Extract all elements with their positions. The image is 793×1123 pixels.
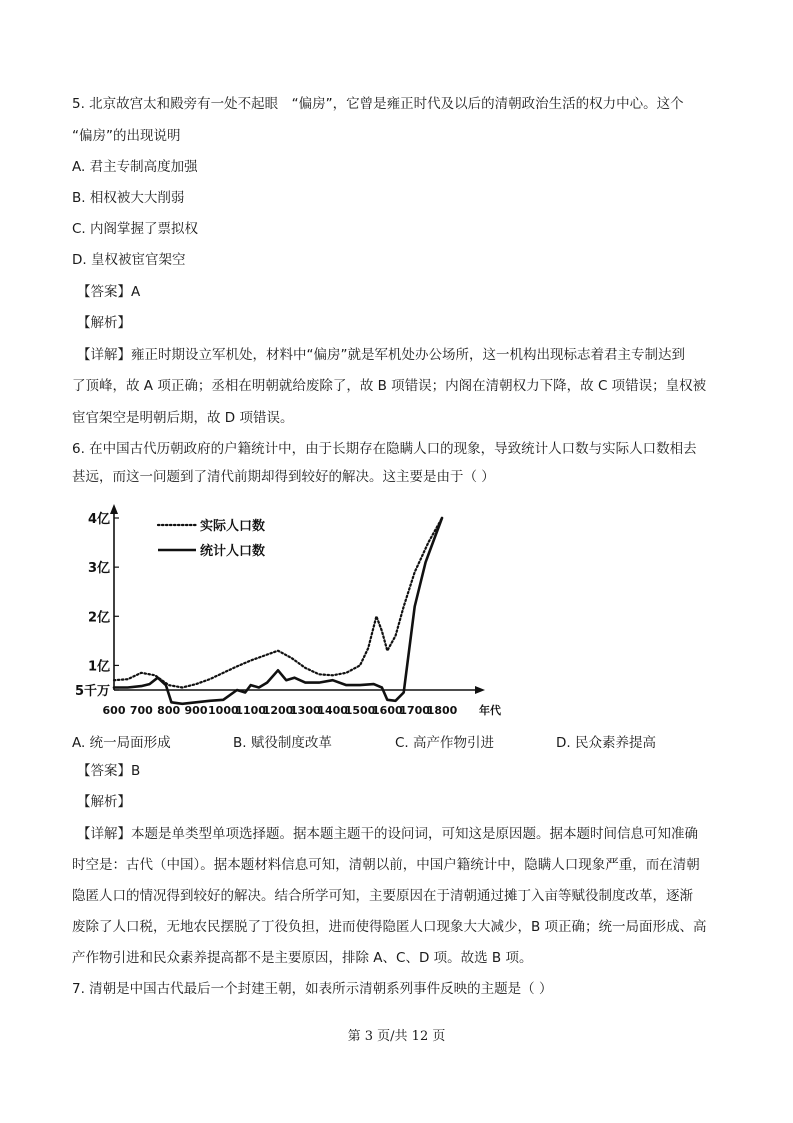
legend-label-actual: 实际人口数 [200, 519, 266, 534]
q6-stem-line1: 6. 在中国古代历朝政府的户籍统计中，由于长期存在隐瞒人口的现象，导致统计人口数与实际人口数相去 [72, 441, 697, 457]
q5-answer: 【答案】A [77, 284, 141, 300]
q5-option-d: D. 皇权被宦官架空 [72, 252, 186, 268]
q6-detail-line3: 隐匿人口的情况得到较好的解决。结合所学可知，主要原因在于清朝通过摊丁入亩等赋役制度改革，逐渐 [72, 888, 693, 904]
q6-option-c: C. 高产作物引进 [395, 735, 495, 751]
page-footer: 第 3 页/共 12 页 [347, 1029, 446, 1044]
q6-analysis-label: 【解析】 [77, 794, 131, 810]
y-tick-label: 3亿 [87, 561, 110, 577]
q5-option-b: B. 相权被大大削弱 [72, 190, 185, 206]
q6-detail-line2: 时空是：古代（中国）。据本题材料信息可知，清朝以前，中国户籍统计中，隐瞒人口现象严重，而在清朝 [72, 857, 700, 873]
chart-y-ticks [75, 511, 119, 699]
chart-lines [114, 518, 442, 704]
q6-detail-line1: 【详解】本题是单类型单项选择题。据本题主题干的设问词，可知这是原因题。据本题时间信息可知准确 [77, 826, 698, 842]
x-tick-label: 600 [102, 704, 126, 717]
x-tick-label: 1800 [426, 704, 458, 717]
q7-stem-line1: 7. 清朝是中国古代最后一个封建王朝，如表所示清朝系列事件反映的主题是（ ） [72, 981, 553, 997]
chart-axes [110, 504, 485, 694]
q6-detail-line5: 产作物引进和民众素养提高都不是主要原因，排除 A、C、D 项。故选 B 项。 [72, 950, 533, 966]
y-tick-label: 5千万 [74, 684, 110, 699]
q5-option-c: C. 内阁掌握了票拟权 [72, 221, 199, 237]
x-axis-arrow [475, 686, 485, 694]
q5-detail-line2: 了顶峰，故 A 项正确；丞相在明朝就给废除了，故 B 项错误；内阁在清朝权力下降，故 C 项错误；皇权被 [72, 378, 707, 394]
actual-population-line [114, 518, 442, 688]
y-tick-label: 2亿 [87, 610, 110, 626]
recorded-population-line [114, 518, 442, 704]
q6-answer: 【答案】B [77, 763, 141, 779]
y-axis-arrow [110, 504, 118, 514]
x-tick-label: 1600 [372, 704, 403, 717]
q5-analysis-label: 【解析】 [77, 315, 131, 331]
q5-detail-line1: 【详解】雍正时期设立军机处，材料中“偏房”就是军机处办公场所，这一机构出现标志着君主专制达到 [77, 347, 685, 363]
q5-detail-line3: 宦官架空是明朝后期，故 D 项错误。 [72, 410, 294, 426]
x-tick-label: 900 [184, 704, 208, 717]
x-tick-label: 1200 [262, 704, 294, 717]
q6-option-a: A. 统一局面形成 [72, 735, 171, 751]
q6-option-b: B. 赋役制度改革 [233, 735, 332, 751]
x-tick-label: 1700 [399, 704, 430, 717]
y-tick-label: 4亿 [87, 512, 110, 527]
q6-detail-line4: 废除了人口税，无地农民摆脱了丁役负担，进而使得隐匿人口现象大大减少，B 项正确；统一局面形成、高 [72, 919, 707, 935]
chart-x-ticks [103, 703, 502, 717]
q5-stem-line1: 5. 北京故宫太和殿旁有一处不起眼 “偏房”，它曾是雍正时代及以后的清朝政治生活的权力中心。这个 [72, 96, 684, 112]
chart-legend [158, 518, 265, 559]
legend-label-recorded: 统计人口数 [200, 544, 266, 559]
x-tick-label: 1300 [290, 704, 321, 717]
x-tick-label: 800 [157, 704, 181, 717]
x-tick-label: 1500 [344, 704, 376, 717]
q5-stem-line2: “偏房”的出现说明 [72, 128, 181, 144]
x-tick-label: 700 [129, 704, 153, 717]
population-chart [72, 500, 502, 720]
x-tick-label: 1400 [317, 704, 348, 717]
q5-option-a: A. 君主专制高度加强 [72, 159, 198, 175]
x-axis-unit: 年代 [479, 704, 501, 717]
y-tick-label: 1亿 [87, 659, 110, 675]
q6-option-d: D. 民众素养提高 [556, 735, 656, 751]
q6-stem-line2: 甚远，而这一问题到了清代前期却得到较好的解决。这主要是由于（ ） [72, 469, 495, 485]
x-tick-label: 1000 [208, 704, 239, 717]
x-tick-label: 1100 [235, 704, 266, 717]
